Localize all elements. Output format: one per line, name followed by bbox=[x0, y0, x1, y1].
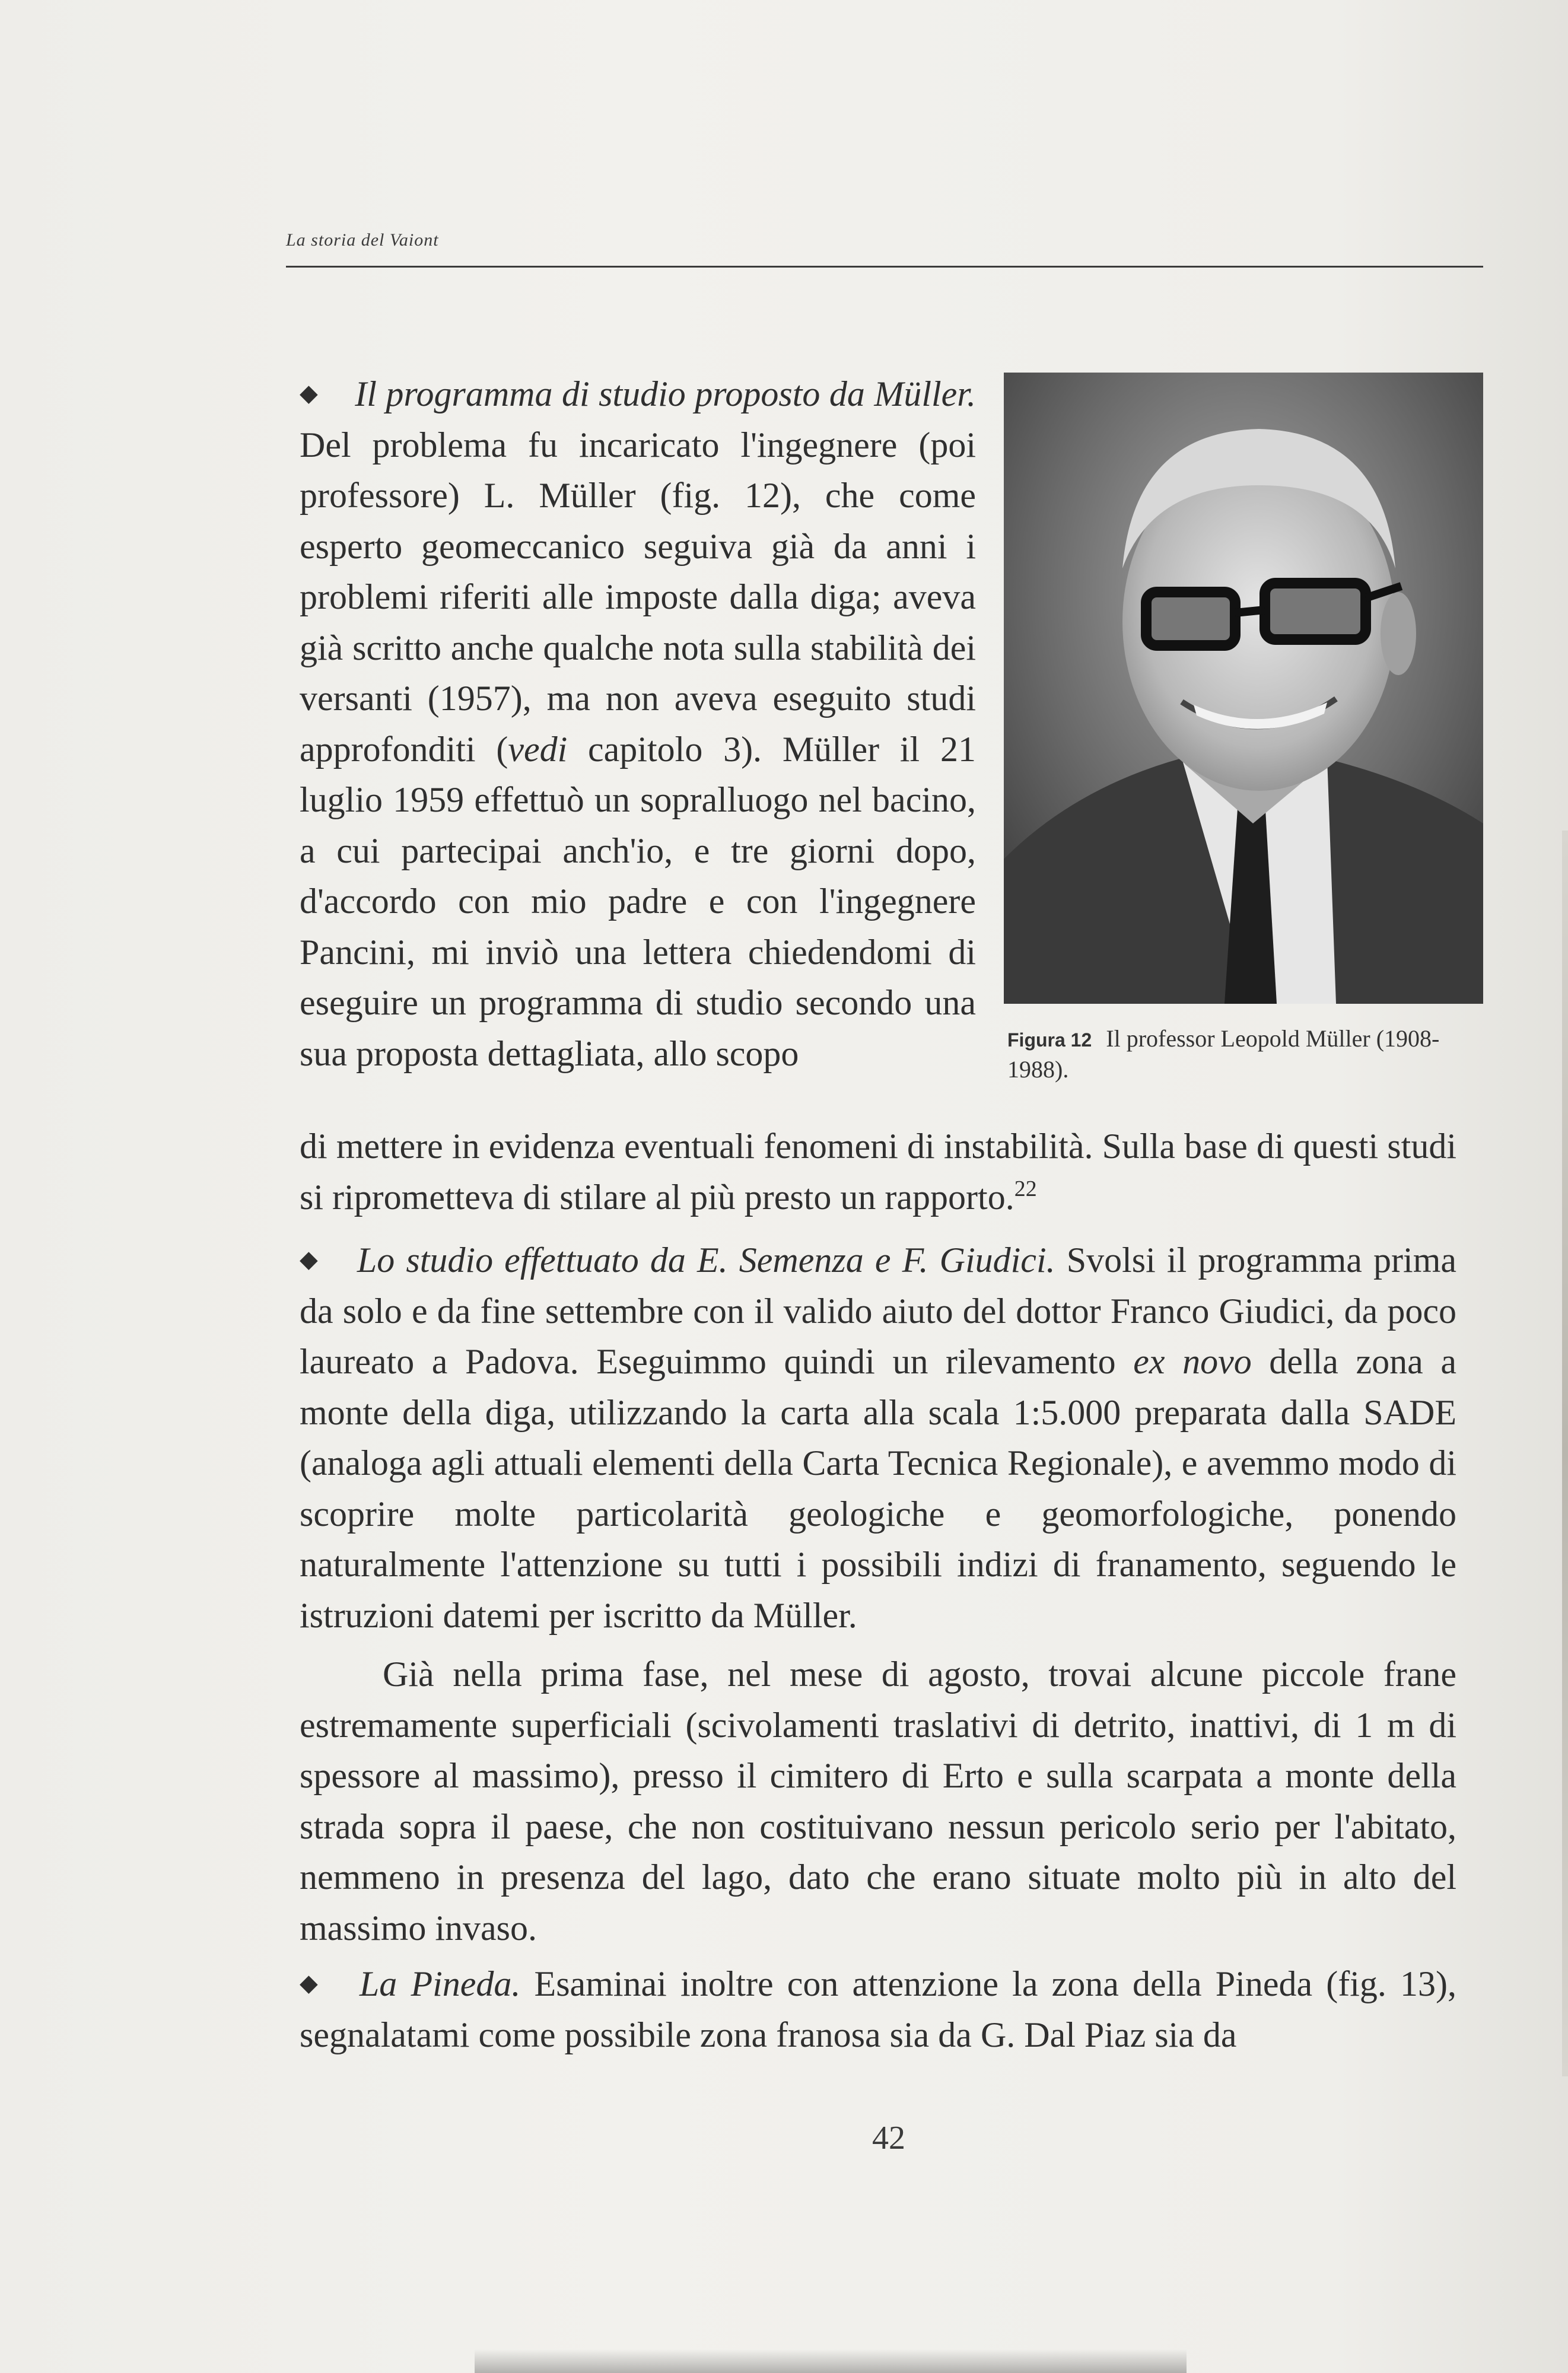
running-head: La storia del Vaiont bbox=[286, 230, 439, 250]
paragraph-pineda bbox=[300, 1958, 1456, 2060]
vedi-word: vedi bbox=[508, 729, 568, 769]
paragraph-full-1 bbox=[300, 1121, 1456, 1223]
ex-novo-phrase: ex novo bbox=[1133, 1342, 1252, 1381]
paragraph-text-column: Del problema fu incaricato l'ingegnere (poi professore) L. Müller (fig. 12), che come esperto geomeccanico seguiva già da anni i problemi riferiti alle imposte dalla diga; aveva già scritto anche qualche nota sulla stabilità dei versanti (1957), ma non aveva eseguito studi approfonditi ( bbox=[300, 425, 976, 769]
diamond-bullet-icon: ◆ bbox=[300, 1970, 323, 1996]
diamond-bullet-icon: ◆ bbox=[300, 1246, 320, 1273]
paragraph-text-2b: della zona a monte della diga, utilizzando la carta alla scala 1:5.000 preparata dalla SADE (analoga agli attuali elementi della Carta Tecnica Regionale), e avemmo modo di scoprire molte particolarità geologiche e geomorfologiche, ponendo naturalmente l'attenzione su tutti i possibili indizi di franamento, seguendo le istruzioni datemi per iscritto da Müller. bbox=[300, 1342, 1456, 1635]
paragraph-text-full: di mettere in evidenza eventuali fenomeni di instabilità. Sulla base di questi studi si riprometteva di stilare al più presto un rapporto. bbox=[300, 1127, 1456, 1217]
paragraph-text-2a: Svolsi il programma prima da solo e da fine settembre con il valido aiuto del dottor Franco Giudici, da poco laureato a Padova. Eseguimmo quindi un rilevamento bbox=[300, 1240, 1457, 1381]
section-title-programma: Il programma di studio proposto da Müller. bbox=[355, 374, 976, 413]
paragraph-text-4: Esaminai inoltre con attenzione la zona della Pineda (fig. 13), segnalatami come possibile zona franosa sia da G. Dal Piaz sia da bbox=[300, 1964, 1456, 2054]
header-rule bbox=[286, 266, 1483, 268]
diamond-bullet-icon: ◆ bbox=[300, 380, 319, 406]
figure-caption-text: Il professor Leopold Müller (1908-1988). bbox=[1007, 1025, 1440, 1083]
paragraph-column bbox=[300, 368, 976, 1079]
figure-caption bbox=[1007, 1024, 1476, 1084]
paragraph-text-column-2: capitolo 3). Müller il 21 luglio 1959 effettuò un sopralluogo nel bacino, a cui partecipai anch'io, e tre giorni dopo, d'accordo con mio padre e con l'ingegnere Pancini, mi inviò una lettera chiedendomi di eseguire un programma di studio secondo una sua proposta dettagliata, allo scopo bbox=[300, 729, 976, 1073]
portrait-image bbox=[1004, 373, 1483, 1004]
section-title-pineda: La Pineda. bbox=[359, 1964, 521, 2003]
section-title-studio: Lo studio effettuato da E. Semenza e F. Giudici. bbox=[357, 1240, 1055, 1280]
paragraph-semenza bbox=[300, 1234, 1456, 1641]
portrait-photo bbox=[1004, 373, 1483, 1004]
footnote-ref: 22 bbox=[1014, 1176, 1037, 1201]
bottom-shadow bbox=[475, 2349, 1187, 2373]
page-number: 42 bbox=[872, 2120, 905, 2156]
page-edge-shadow bbox=[1562, 831, 1568, 2076]
paragraph-prima-fase: Già nella prima fase, nel mese di agosto, trovai alcune piccole frane estremamente superficiali (scivolamenti traslativi di detrito, inattivi, di 1 m di spessore al massimo), presso il cimitero di Erto e sulla scarpata a monte della strada sopra il paese, che non costituivano nessun pericolo serio per l'abitato, nemmeno in presenza del lago, dato che erano situate molto più in alto del massimo invaso. bbox=[300, 1655, 1456, 1948]
figure-label: Figura 12 bbox=[1007, 1029, 1092, 1051]
